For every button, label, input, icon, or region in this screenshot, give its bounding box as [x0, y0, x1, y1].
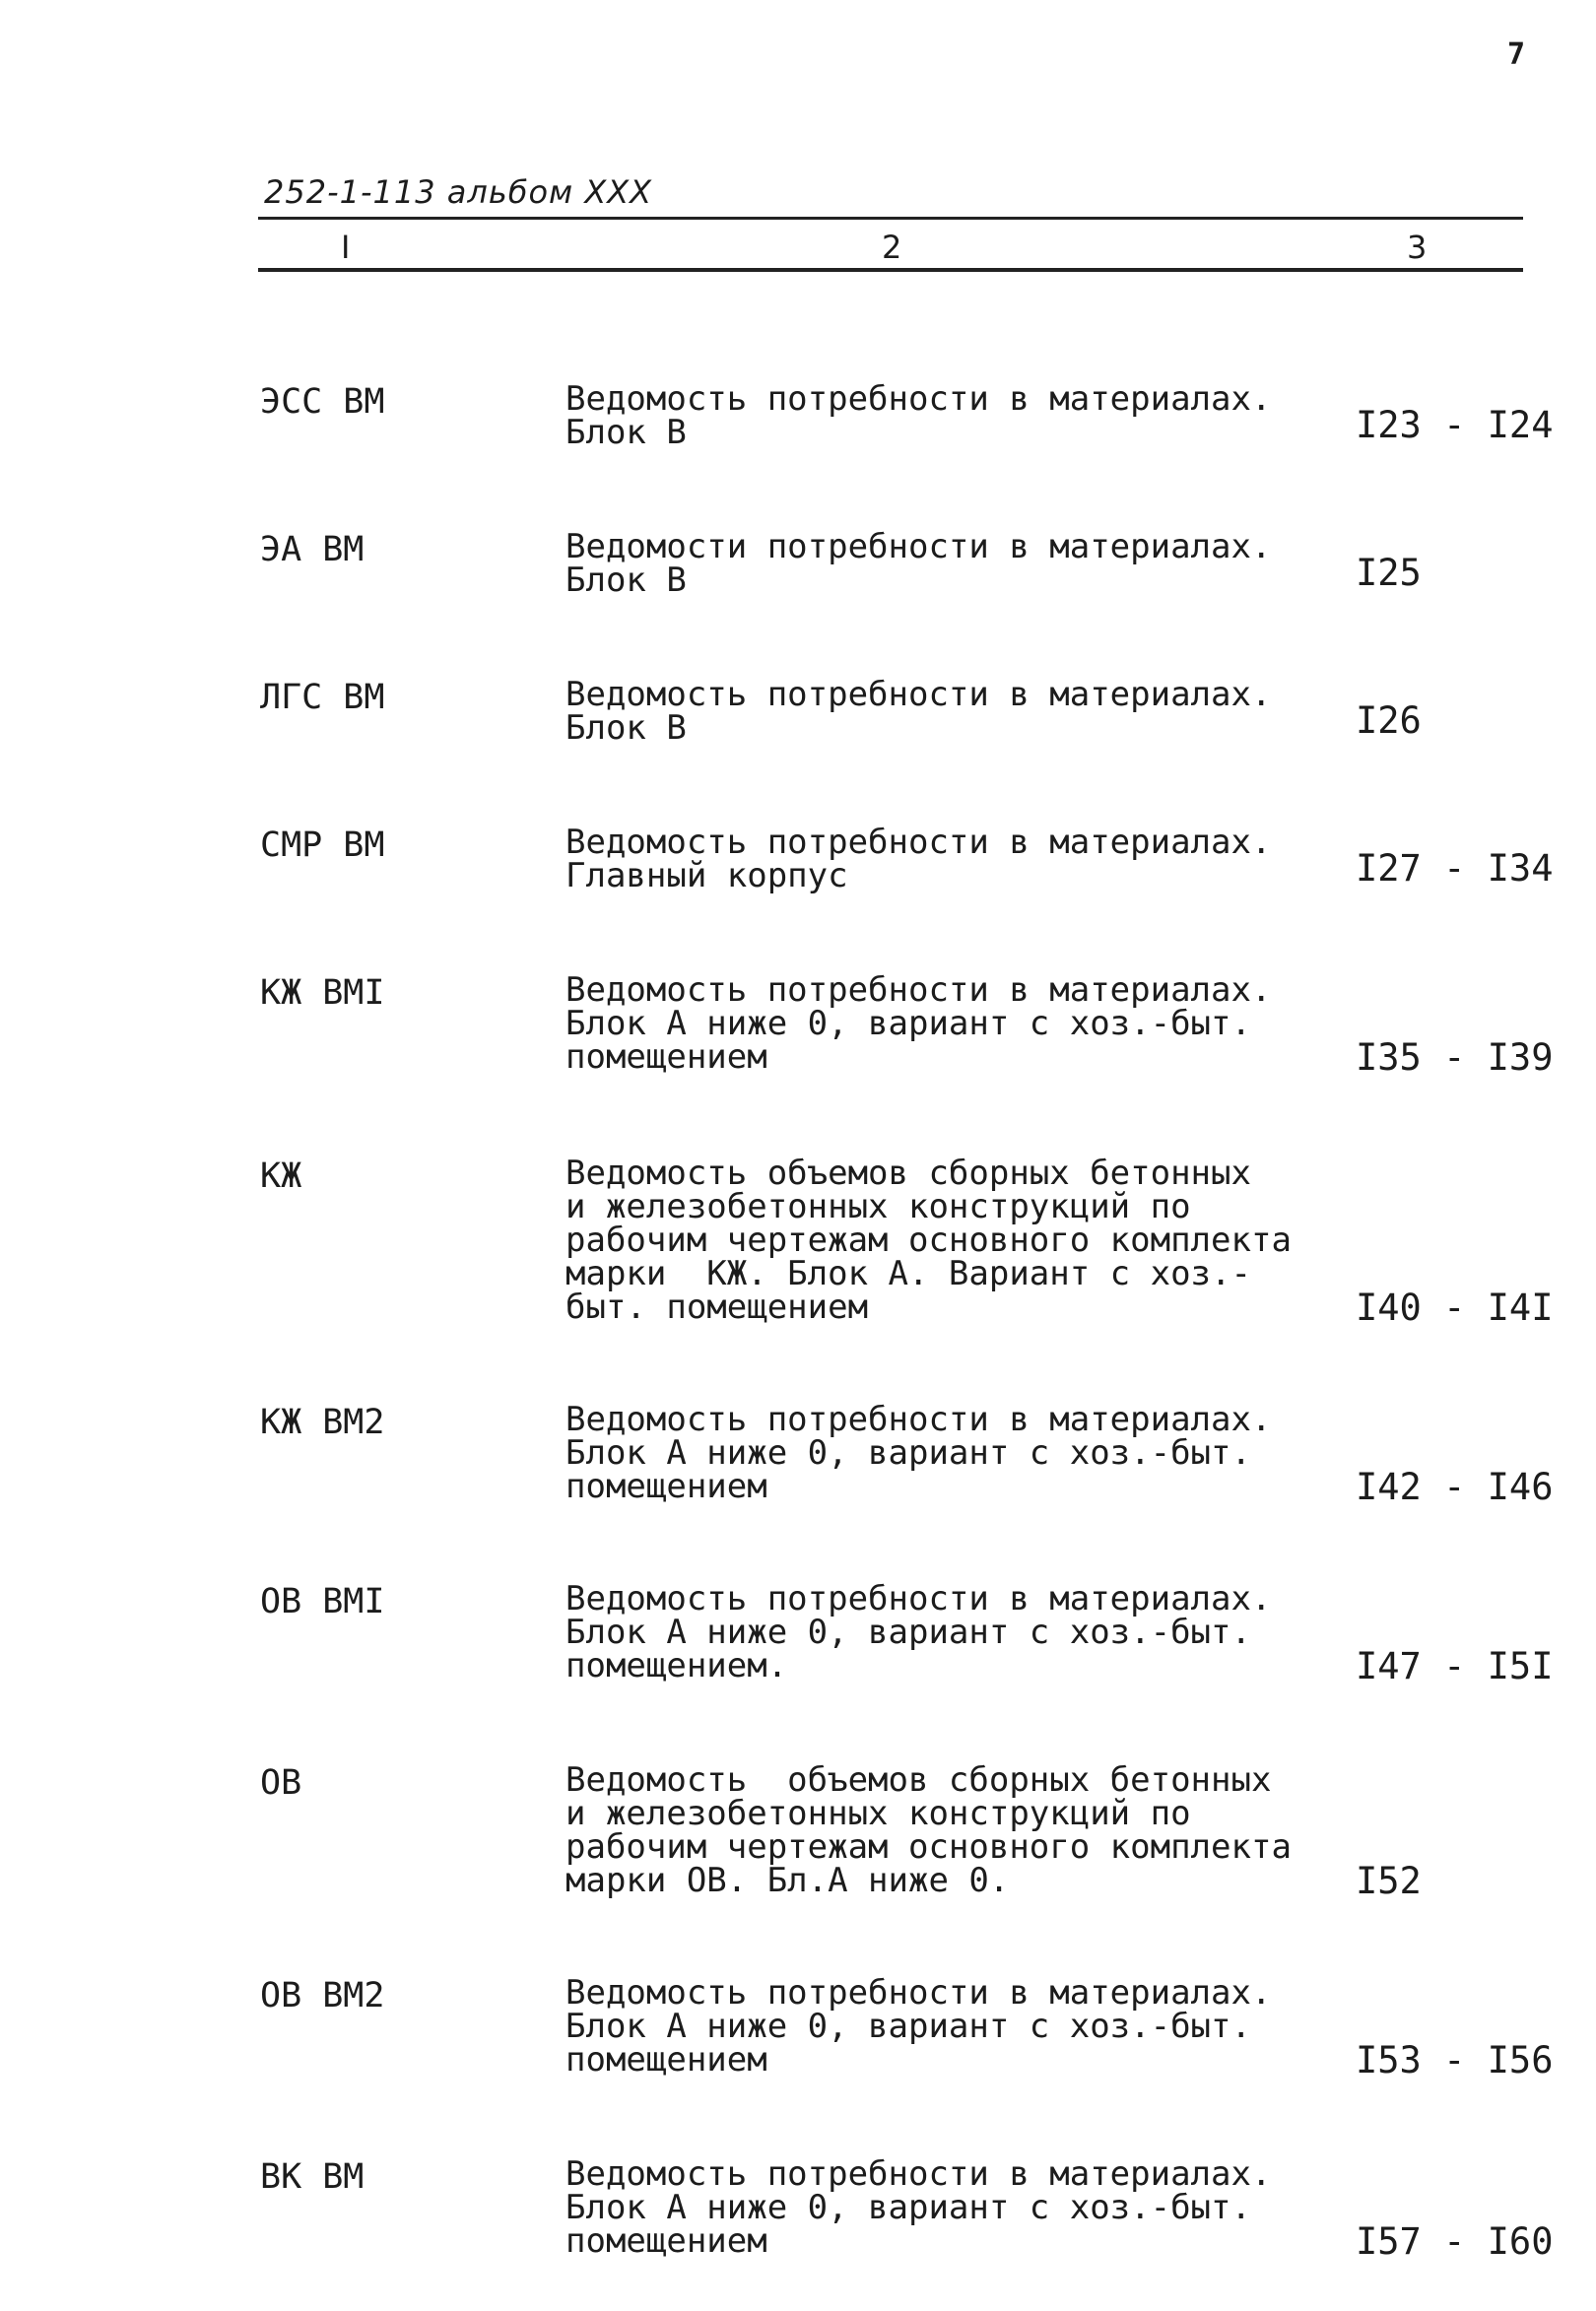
entry-description-line: Ведомость потребности в материалах.: [565, 970, 1272, 1010]
entry-pages: I23 - I24: [1356, 404, 1554, 446]
entry-description-line: Ведомость потребности в материалах.: [565, 1579, 1272, 1618]
entry-description-line: Блок В: [565, 708, 687, 748]
entry-code: ОВ: [260, 1763, 302, 1803]
entry-description-line: помещением.: [565, 1646, 788, 1685]
entry-pages: I25: [1356, 552, 1422, 594]
entry-pages: I47 - I5I: [1356, 1645, 1554, 1687]
entry-description-line: Главный корпус: [565, 856, 848, 895]
entry-code: ЭА ВМ: [260, 530, 365, 569]
entry-description-line: Ведомость потребности в материалах.: [565, 379, 1272, 419]
entry-description-line: и железобетонных конструкций по: [565, 1794, 1191, 1833]
header-rule-top: [258, 217, 1523, 220]
entry-pages: I40 - I4I: [1356, 1287, 1554, 1329]
entry-code: ОВ ВМ2: [260, 1976, 385, 2015]
column-header-2: 2: [882, 229, 902, 266]
entry-pages: I57 - I60: [1356, 2220, 1554, 2263]
entry-description-line: Блок В: [565, 561, 687, 600]
entry-pages: I26: [1356, 699, 1422, 742]
entry-description-line: Блок А ниже 0, вариант с хоз.-быт.: [565, 1433, 1251, 1473]
entry-description: [565, 2154, 1272, 2261]
entry-description-line: Ведомость потребности в материалах.: [565, 675, 1272, 714]
entry-description: [565, 379, 1272, 452]
entry-pages: I53 - I56: [1356, 2039, 1554, 2081]
entry-description-line: Блок В: [565, 413, 687, 452]
entry-code: ЛГС ВМ: [260, 678, 385, 717]
entry-description-line: Ведомость объемов сборных бетонных: [565, 1760, 1272, 1800]
entry-code: ОВ ВМI: [260, 1582, 385, 1621]
entry-code: КЖ ВМ2: [260, 1403, 385, 1442]
entry-description-line: помещением: [565, 1037, 767, 1077]
entry-description: [565, 1154, 1292, 1327]
entry-description-line: Ведомость потребности в материалах.: [565, 1973, 1272, 2013]
entry-description-line: рабочим чертежам основного комплекта: [565, 1827, 1292, 1867]
entry-description-line: помещением: [565, 2040, 767, 2080]
page-number: 7: [1507, 37, 1526, 72]
column-header-1: I: [341, 229, 351, 266]
entry-description-line: Ведомость потребности в материалах.: [565, 2154, 1272, 2194]
entry-description: [565, 527, 1272, 600]
entry-description: [565, 1579, 1272, 1685]
document-code: 252-1-113 альбом XXX: [264, 173, 653, 211]
entry-description-line: быт. помещением: [565, 1288, 869, 1327]
entry-code: ЭСС ВМ: [260, 382, 385, 422]
entry-description: [565, 823, 1272, 895]
entry-description-line: марки КЖ. Блок А. Вариант с хоз.-: [565, 1254, 1251, 1293]
entry-description: [565, 675, 1272, 748]
entry-description-line: Ведомость потребности в материалах.: [565, 1400, 1272, 1439]
entry-description-line: Ведомость потребности в материалах.: [565, 823, 1272, 862]
entry-description: [565, 970, 1272, 1077]
entry-description-line: Блок А ниже 0, вариант с хоз.-быт.: [565, 2188, 1251, 2227]
entry-code: СМР ВМ: [260, 825, 385, 865]
entry-pages: I27 - I34: [1356, 847, 1554, 890]
entry-code: КЖ: [260, 1156, 302, 1196]
entry-pages: I52: [1356, 1860, 1422, 1902]
entry-description-line: рабочим чертежам основного комплекта: [565, 1221, 1292, 1260]
entry-description: [565, 1973, 1272, 2080]
entry-description-line: марки ОВ. Бл.А ниже 0.: [565, 1861, 1010, 1900]
entry-description-line: Блок А ниже 0, вариант с хоз.-быт.: [565, 1613, 1251, 1652]
entry-code: ВК ВМ: [260, 2157, 365, 2197]
column-header-3: 3: [1407, 229, 1428, 266]
entry-pages: I42 - I46: [1356, 1466, 1554, 1508]
entry-code: КЖ ВМI: [260, 973, 385, 1013]
entry-description-line: Блок А ниже 0, вариант с хоз.-быт.: [565, 1004, 1251, 1043]
header-rule-bottom: [258, 268, 1523, 272]
entry-description-line: Ведомость объемов сборных бетонных: [565, 1154, 1251, 1193]
entry-description-line: помещением: [565, 1467, 767, 1506]
entry-description-line: и железобетонных конструкций по: [565, 1187, 1191, 1226]
entry-description-line: Блок А ниже 0, вариант с хоз.-быт.: [565, 2007, 1251, 2046]
entry-description-line: Ведомости потребности в материалах.: [565, 527, 1272, 566]
entry-description: [565, 1760, 1292, 1900]
entry-description: [565, 1400, 1272, 1506]
entry-description-line: помещением: [565, 2221, 767, 2261]
entry-pages: I35 - I39: [1356, 1036, 1554, 1079]
